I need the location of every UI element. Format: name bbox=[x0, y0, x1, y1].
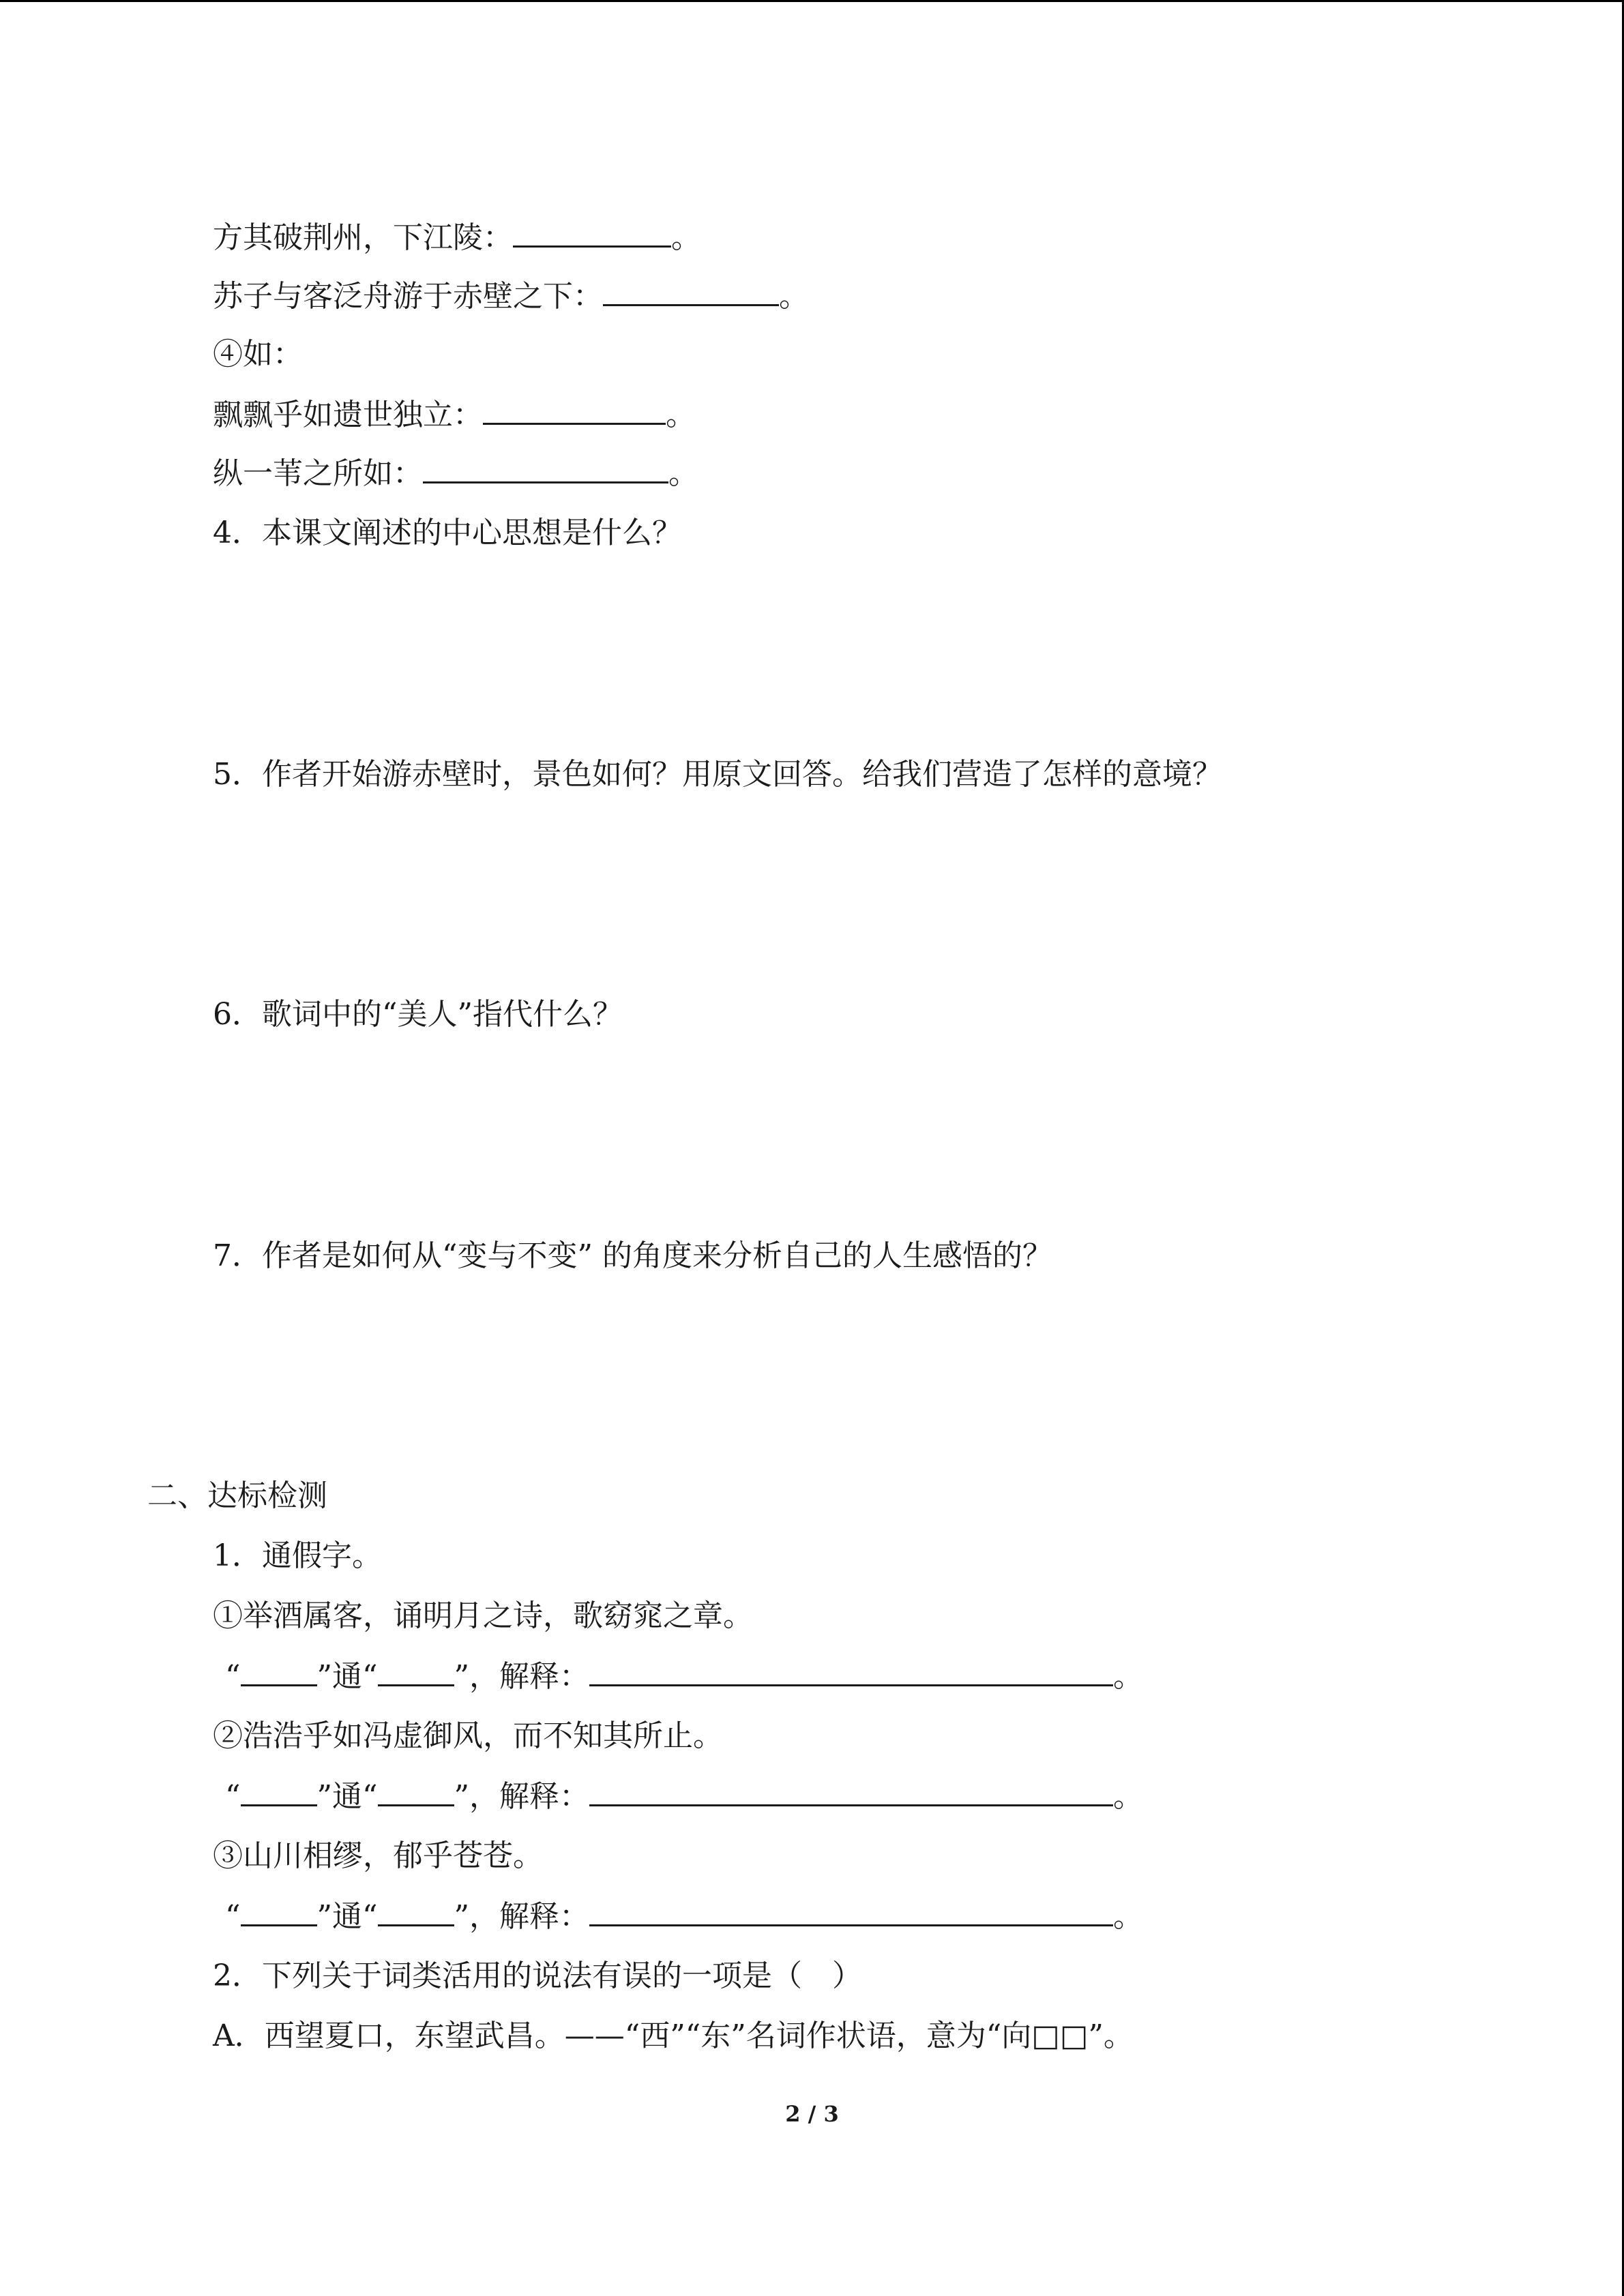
item-1-title: 1．通假字。 bbox=[213, 1538, 382, 1573]
item-heading-ru: ④如： bbox=[213, 337, 303, 372]
page-number: 2 / 3 bbox=[785, 2101, 839, 2127]
sentence-1: ①举酒属客，诵明月之诗，歌窈窕之章。 bbox=[213, 1598, 753, 1633]
question-7: 7．作者是如何从“变与不变” 的角度来分析自己的人生感悟的？ bbox=[213, 1238, 1052, 1273]
tong-char-blank[interactable] bbox=[378, 1656, 454, 1686]
option-a: A．西望夏口，东望武昌。——“西”“东”名词作状语，意为“向□□”。 bbox=[213, 2018, 1134, 2053]
question-4: 4．本课文阐述的中心思想是什么？ bbox=[213, 516, 682, 550]
original-char-blank[interactable] bbox=[241, 1776, 317, 1806]
answer-blank[interactable] bbox=[513, 217, 671, 248]
fill-line-5-text: 纵一苇之所如： bbox=[213, 456, 423, 491]
explanation-blank[interactable] bbox=[589, 1896, 1113, 1926]
fill-line-2-text: 苏子与客泛舟游于赤壁之下： bbox=[213, 279, 603, 314]
fill-line-1-text: 方其破荆州，下江陵： bbox=[213, 220, 513, 255]
tongjia-fill-3: “ ”通“ ”，解释： 。 bbox=[225, 1896, 1143, 1937]
page-top-border bbox=[0, 0, 1624, 2]
answer-blank[interactable] bbox=[483, 394, 666, 425]
answer-blank[interactable] bbox=[603, 275, 779, 306]
item-2-title: 2．下列关于词类活用的说法有误的一项是（ ） bbox=[213, 1958, 862, 1993]
question-5: 5．作者开始游赤壁时，景色如何？用原文回答。给我们营造了怎样的意境？ bbox=[213, 757, 1222, 792]
fill-line-4: 飘飘乎如遗世独立： 。 bbox=[213, 394, 696, 435]
question-6: 6．歌词中的“美人”指代什么？ bbox=[213, 997, 623, 1032]
fill-line-1: 方其破荆州，下江陵： 。 bbox=[213, 217, 701, 258]
original-char-blank[interactable] bbox=[241, 1656, 317, 1686]
fill-line-5: 纵一苇之所如： 。 bbox=[213, 453, 698, 494]
tongjia-fill-2: “ ”通“ ”，解释： 。 bbox=[225, 1776, 1143, 1817]
explanation-blank[interactable] bbox=[589, 1776, 1113, 1806]
sentence-3: ③山川相缪，郁乎苍苍。 bbox=[213, 1838, 543, 1873]
answer-blank[interactable] bbox=[423, 453, 668, 483]
fill-line-2: 苏子与客泛舟游于赤壁之下： 。 bbox=[213, 275, 809, 316]
tongjia-fill-1: “ ”通“ ”，解释： 。 bbox=[225, 1656, 1143, 1697]
tong-char-blank[interactable] bbox=[378, 1776, 454, 1806]
section-heading: 二、达标检测 bbox=[147, 1478, 327, 1513]
explanation-blank[interactable] bbox=[589, 1656, 1113, 1686]
tong-char-blank[interactable] bbox=[378, 1896, 454, 1926]
fill-line-4-text: 飘飘乎如遗世独立： bbox=[213, 398, 483, 432]
original-char-blank[interactable] bbox=[241, 1896, 317, 1926]
sentence-2: ②浩浩乎如冯虚御风，而不知其所止。 bbox=[213, 1718, 723, 1753]
